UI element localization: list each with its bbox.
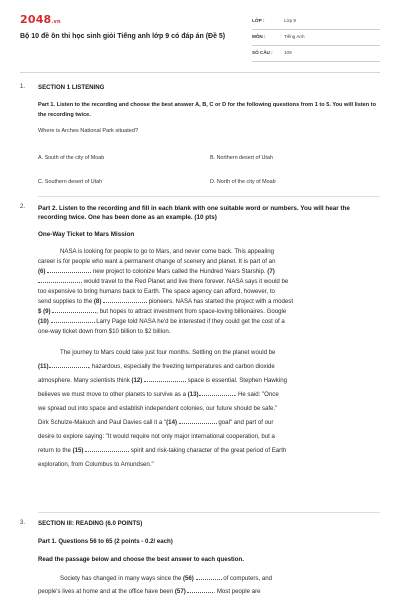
meta-label: MÔN : bbox=[252, 34, 266, 39]
logo-ext: .vn bbox=[51, 19, 61, 25]
option-b[interactable]: B. Northern desert of Utah bbox=[210, 155, 273, 161]
line-text: Dirk Schulze-Makuch and Paul Davies call it a " bbox=[38, 419, 167, 426]
line-text: atmosphere. Many scientists think bbox=[38, 377, 132, 384]
blank-13[interactable] bbox=[199, 390, 235, 396]
blank-number: (56) bbox=[182, 575, 194, 582]
passage-line bbox=[38, 297, 380, 307]
meta-value: 109 bbox=[284, 50, 292, 55]
passage-line: The journey to Mars could take just four months. Settling on the planet would be bbox=[60, 349, 276, 356]
line-text: people's lives at home and at the office have been bbox=[38, 588, 175, 595]
passage-line: one-way ticket down from $10 billion to $2 billion. bbox=[38, 328, 171, 335]
section-instruction: Part 1. Listen to the recording and choose the best answer A, B, C or D for the following questions from 1 to 5. You will listen to the recording twice. bbox=[38, 102, 377, 118]
meta-table bbox=[252, 14, 380, 62]
meta-row-subject bbox=[252, 30, 380, 46]
option-d[interactable]: D. North of the city of Moab bbox=[210, 179, 276, 185]
blank-15[interactable] bbox=[85, 446, 129, 452]
passage-line: we spread out into space and establish independent colonies, our future should be safe." bbox=[38, 405, 278, 412]
section-number: 2. bbox=[20, 204, 26, 210]
passage-line bbox=[38, 585, 380, 598]
line-text: goal" and part of our bbox=[216, 419, 274, 426]
section-heading: SECTION 1 LISTENING bbox=[38, 84, 105, 91]
passage-title: One-Way Ticket to Mars Mission bbox=[38, 231, 135, 238]
blank-number: (14) bbox=[166, 419, 177, 426]
blank-number: $ (9) bbox=[38, 308, 51, 315]
blank-56[interactable] bbox=[196, 574, 222, 580]
question-text: Where is Arches National Park situated? bbox=[38, 128, 139, 134]
option-a[interactable]: A. South of the city of Moab bbox=[38, 155, 105, 161]
section-body bbox=[38, 520, 380, 598]
passage-paragraph bbox=[38, 572, 380, 598]
option-c[interactable]: C. Southern desert of Utah bbox=[38, 179, 103, 185]
passage-line: career is for people who want a permanent change of scenery and planet. It is part of an bbox=[38, 258, 276, 265]
line-text: , but hopes to attract investment from space-loving billionaires. Google bbox=[96, 308, 287, 315]
blank-9[interactable] bbox=[52, 307, 96, 313]
section-divider bbox=[38, 196, 380, 197]
document-title: Bộ 10 đề ôn thi học sinh giỏi Tiếng anh lớp 9 có đáp án (Đề 5) bbox=[20, 33, 226, 40]
passage-line: NASA is looking for people to go to Mars, and never come back. This appealing bbox=[60, 248, 274, 255]
blank-12[interactable] bbox=[144, 376, 186, 382]
blank-number: (6) bbox=[38, 268, 46, 275]
blank-number: (11) bbox=[38, 363, 49, 370]
blank-number: (12) bbox=[131, 377, 143, 384]
meta-row-class bbox=[252, 14, 380, 30]
passage-line bbox=[38, 267, 380, 277]
section-heading: Part 2. Listen to the recording and fill in each blank with one suitable word or numbers. You will hear the recording twice. One has been done as an example. (10 pts) bbox=[38, 205, 350, 221]
passage-line bbox=[38, 317, 380, 327]
line-text: pioneers. NASA has started the project with a modest bbox=[147, 298, 294, 305]
passage-line: desire to explore saying: "It would require not only major international cooperation, but a bbox=[38, 433, 275, 440]
section-divider bbox=[38, 512, 380, 513]
line-text: Society has changed in many ways since the bbox=[60, 575, 183, 582]
passage-line bbox=[38, 277, 380, 287]
line-text: would travel to the Red Planet and live there forever. NASA says it would be bbox=[82, 278, 289, 285]
line-text: return to the bbox=[38, 447, 73, 454]
blank-10[interactable] bbox=[51, 317, 95, 323]
passage-line bbox=[38, 374, 380, 388]
blank-7[interactable] bbox=[38, 277, 82, 283]
blank-8[interactable] bbox=[103, 297, 147, 303]
line-text: of computers, and bbox=[221, 575, 272, 582]
section-heading: SECTION III: READING (6.0 POINTS) bbox=[38, 520, 143, 527]
meta-value: Tiếng Anh bbox=[284, 34, 305, 39]
meta-label: LỚP : bbox=[252, 18, 265, 23]
passage-line: exploration, from Columbus to Amundsen." bbox=[38, 461, 154, 468]
line-text: Larry Page told NASA he'd be interested if they could get the cost of a bbox=[94, 318, 285, 325]
meta-value: Lớp 9 bbox=[284, 18, 296, 23]
line-text: . He said: "Once bbox=[234, 391, 279, 398]
blank-6[interactable] bbox=[47, 267, 91, 273]
blank-number: (10) bbox=[38, 318, 49, 325]
line-text: . Most people are bbox=[213, 588, 261, 595]
line-text: believes we must move to other planets to survive as a bbox=[38, 391, 188, 398]
meta-row-count bbox=[252, 46, 380, 62]
line-text: space is essential. Stephen Hawking bbox=[186, 377, 287, 384]
blank-number: (7) bbox=[267, 268, 275, 275]
passage-line bbox=[38, 572, 380, 585]
section-number: 1. bbox=[20, 84, 26, 90]
header-divider bbox=[20, 72, 380, 73]
passage-line bbox=[38, 360, 380, 374]
passage-line bbox=[38, 416, 380, 430]
passage-line bbox=[38, 444, 380, 458]
meta-label: SỐ CÂU : bbox=[252, 50, 273, 55]
blank-14[interactable] bbox=[179, 418, 217, 424]
passage-paragraph-2 bbox=[38, 346, 380, 472]
passage-line bbox=[38, 388, 380, 402]
section-number: 3. bbox=[20, 520, 26, 526]
blank-number: (8) bbox=[93, 298, 102, 305]
passage-line bbox=[38, 307, 380, 317]
section-body bbox=[38, 84, 380, 135]
site-logo[interactable] bbox=[20, 13, 61, 26]
blank-number: (57) bbox=[174, 588, 186, 595]
section-1 bbox=[20, 84, 380, 194]
part-heading: Part 1. Questions 56 to 65 (2 points - 0.2/ each) bbox=[38, 538, 173, 545]
line-text: spirit and risk-taking character of the great period of Earth bbox=[129, 447, 287, 454]
blank-11[interactable] bbox=[49, 362, 89, 368]
line-text: , hazardous, especially the freezing temperatures and carbon dioxide bbox=[88, 363, 275, 370]
section-body bbox=[38, 204, 380, 472]
document-header bbox=[0, 0, 400, 64]
blank-number: (13) bbox=[187, 391, 199, 398]
passage-paragraph-1 bbox=[38, 247, 380, 337]
line-text: new project to colonize Mars called the Hundred Years Starship. bbox=[91, 268, 268, 275]
section-2 bbox=[20, 204, 380, 516]
blank-number: (15) bbox=[72, 447, 84, 454]
section-3 bbox=[20, 520, 380, 600]
logo-text: 2048 bbox=[20, 13, 52, 26]
blank-57[interactable] bbox=[187, 587, 213, 593]
passage-line: too expensive to bring humans back to Earth. The space agency can afford, however, to bbox=[38, 288, 275, 295]
section-instruction: Read the passage below and choose the best answer to each question. bbox=[38, 556, 244, 563]
line-text: send supplies to the bbox=[38, 298, 94, 305]
